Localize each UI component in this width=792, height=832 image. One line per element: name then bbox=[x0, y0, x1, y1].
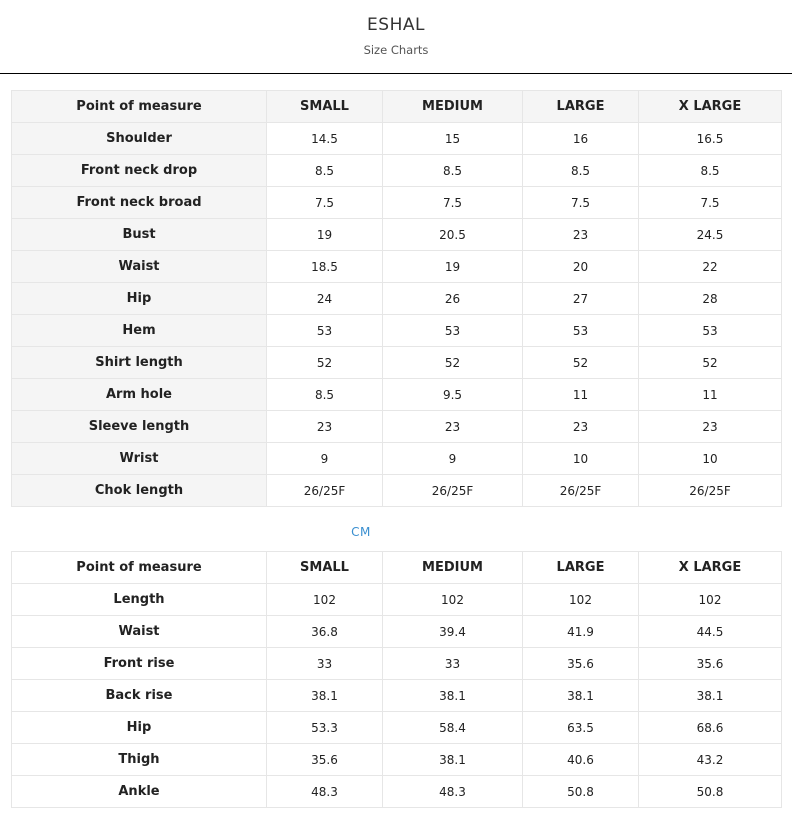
page-header bbox=[0, 0, 792, 74]
measurement-cell: 38.1 bbox=[267, 680, 383, 712]
measurement-cell: 41.9 bbox=[523, 616, 639, 648]
measurement-cell: 52 bbox=[267, 347, 383, 379]
row-label: Waist bbox=[12, 616, 267, 648]
measurement-cell: 23 bbox=[523, 411, 639, 443]
table-row bbox=[12, 475, 782, 507]
table-row bbox=[12, 187, 782, 219]
measurement-cell: 38.1 bbox=[523, 680, 639, 712]
column-header-size: LARGE bbox=[523, 91, 639, 123]
measurement-cell: 63.5 bbox=[523, 712, 639, 744]
row-label: Length bbox=[12, 584, 267, 616]
column-header-size: MEDIUM bbox=[383, 91, 523, 123]
table-header-row bbox=[12, 91, 782, 123]
row-label: Waist bbox=[12, 251, 267, 283]
row-label: Front rise bbox=[12, 648, 267, 680]
measurement-cell: 16 bbox=[523, 123, 639, 155]
measurement-cell: 52 bbox=[383, 347, 523, 379]
row-label: Ankle bbox=[12, 776, 267, 808]
measurement-cell: 26 bbox=[383, 283, 523, 315]
row-label: Hip bbox=[12, 712, 267, 744]
unit-label: CM bbox=[351, 525, 371, 539]
measurement-cell: 11 bbox=[523, 379, 639, 411]
measurement-cell: 26/25F bbox=[523, 475, 639, 507]
measurement-cell: 9 bbox=[267, 443, 383, 475]
measurement-cell: 102 bbox=[639, 584, 782, 616]
measurement-cell: 23 bbox=[383, 411, 523, 443]
measurement-cell: 38.1 bbox=[383, 744, 523, 776]
measurement-cell: 8.5 bbox=[267, 155, 383, 187]
row-label: Front neck drop bbox=[12, 155, 267, 187]
row-label: Back rise bbox=[12, 680, 267, 712]
measurement-cell: 26/25F bbox=[639, 475, 782, 507]
row-label: Arm hole bbox=[12, 379, 267, 411]
column-header-point-of-measure: Point of measure bbox=[12, 91, 267, 123]
measurement-cell: 102 bbox=[267, 584, 383, 616]
measurement-cell: 39.4 bbox=[383, 616, 523, 648]
measurement-cell: 35.6 bbox=[523, 648, 639, 680]
measurement-cell: 15 bbox=[383, 123, 523, 155]
measurement-cell: 20 bbox=[523, 251, 639, 283]
measurement-cell: 35.6 bbox=[267, 744, 383, 776]
table-row bbox=[12, 219, 782, 251]
measurement-cell: 19 bbox=[383, 251, 523, 283]
row-label: Front neck broad bbox=[12, 187, 267, 219]
table-row bbox=[12, 584, 782, 616]
measurement-cell: 19 bbox=[267, 219, 383, 251]
measurement-cell: 20.5 bbox=[383, 219, 523, 251]
row-label: Sleeve length bbox=[12, 411, 267, 443]
measurement-cell: 14.5 bbox=[267, 123, 383, 155]
measurement-cell: 18.5 bbox=[267, 251, 383, 283]
measurement-cell: 8.5 bbox=[523, 155, 639, 187]
header-divider bbox=[0, 73, 792, 74]
measurement-cell: 52 bbox=[523, 347, 639, 379]
measurement-cell: 9 bbox=[383, 443, 523, 475]
size-chart-table-bottom bbox=[11, 551, 782, 808]
measurement-cell: 26/25F bbox=[383, 475, 523, 507]
measurement-cell: 24 bbox=[267, 283, 383, 315]
column-header-size: MEDIUM bbox=[383, 552, 523, 584]
measurement-cell: 48.3 bbox=[383, 776, 523, 808]
column-header-size: X LARGE bbox=[639, 552, 782, 584]
measurement-cell: 8.5 bbox=[639, 155, 782, 187]
measurement-cell: 43.2 bbox=[639, 744, 782, 776]
size-chart-table-top bbox=[11, 90, 782, 507]
measurement-cell: 68.6 bbox=[639, 712, 782, 744]
measurement-cell: 36.8 bbox=[267, 616, 383, 648]
table-row bbox=[12, 411, 782, 443]
row-label: Bust bbox=[12, 219, 267, 251]
measurement-cell: 7.5 bbox=[267, 187, 383, 219]
measurement-cell: 10 bbox=[639, 443, 782, 475]
table-row bbox=[12, 315, 782, 347]
measurement-cell: 26/25F bbox=[267, 475, 383, 507]
row-label: Hip bbox=[12, 283, 267, 315]
measurement-cell: 102 bbox=[523, 584, 639, 616]
row-label: Shirt length bbox=[12, 347, 267, 379]
measurement-cell: 9.5 bbox=[383, 379, 523, 411]
row-label: Shoulder bbox=[12, 123, 267, 155]
measurement-cell: 7.5 bbox=[523, 187, 639, 219]
measurement-cell: 35.6 bbox=[639, 648, 782, 680]
measurement-cell: 7.5 bbox=[383, 187, 523, 219]
measurement-cell: 53 bbox=[267, 315, 383, 347]
row-label: Hem bbox=[12, 315, 267, 347]
measurement-cell: 58.4 bbox=[383, 712, 523, 744]
brand-title: ESHAL bbox=[367, 15, 425, 35]
column-header-size: LARGE bbox=[523, 552, 639, 584]
measurement-cell: 33 bbox=[267, 648, 383, 680]
table-row bbox=[12, 616, 782, 648]
row-label: Wrist bbox=[12, 443, 267, 475]
column-header-size: SMALL bbox=[267, 552, 383, 584]
measurement-cell: 53.3 bbox=[267, 712, 383, 744]
table-row bbox=[12, 744, 782, 776]
table-row bbox=[12, 379, 782, 411]
table-row bbox=[12, 776, 782, 808]
measurement-cell: 24.5 bbox=[639, 219, 782, 251]
table-row bbox=[12, 712, 782, 744]
measurement-cell: 23 bbox=[639, 411, 782, 443]
measurement-cell: 38.1 bbox=[639, 680, 782, 712]
page-subtitle: Size Charts bbox=[363, 43, 429, 57]
measurement-cell: 7.5 bbox=[639, 187, 782, 219]
measurement-cell: 28 bbox=[639, 283, 782, 315]
measurement-cell: 27 bbox=[523, 283, 639, 315]
measurement-cell: 52 bbox=[639, 347, 782, 379]
table-row bbox=[12, 443, 782, 475]
measurement-cell: 8.5 bbox=[383, 155, 523, 187]
table-row bbox=[12, 283, 782, 315]
measurement-cell: 10 bbox=[523, 443, 639, 475]
column-header-size: X LARGE bbox=[639, 91, 782, 123]
table-row bbox=[12, 155, 782, 187]
measurement-cell: 102 bbox=[383, 584, 523, 616]
measurement-cell: 11 bbox=[639, 379, 782, 411]
measurement-cell: 16.5 bbox=[639, 123, 782, 155]
measurement-cell: 50.8 bbox=[639, 776, 782, 808]
measurement-cell: 53 bbox=[523, 315, 639, 347]
measurement-cell: 33 bbox=[383, 648, 523, 680]
measurement-cell: 44.5 bbox=[639, 616, 782, 648]
measurement-cell: 40.6 bbox=[523, 744, 639, 776]
table-row bbox=[12, 123, 782, 155]
column-header-size: SMALL bbox=[267, 91, 383, 123]
table-header-row bbox=[12, 552, 782, 584]
measurement-cell: 50.8 bbox=[523, 776, 639, 808]
column-header-point-of-measure: Point of measure bbox=[12, 552, 267, 584]
table-row bbox=[12, 251, 782, 283]
measurement-cell: 23 bbox=[267, 411, 383, 443]
row-label: Thigh bbox=[12, 744, 267, 776]
row-label: Chok length bbox=[12, 475, 267, 507]
table-row bbox=[12, 347, 782, 379]
table-row bbox=[12, 680, 782, 712]
measurement-cell: 22 bbox=[639, 251, 782, 283]
measurement-cell: 53 bbox=[639, 315, 782, 347]
measurement-cell: 23 bbox=[523, 219, 639, 251]
measurement-cell: 53 bbox=[383, 315, 523, 347]
table-row bbox=[12, 648, 782, 680]
measurement-cell: 48.3 bbox=[267, 776, 383, 808]
measurement-cell: 8.5 bbox=[267, 379, 383, 411]
measurement-cell: 38.1 bbox=[383, 680, 523, 712]
